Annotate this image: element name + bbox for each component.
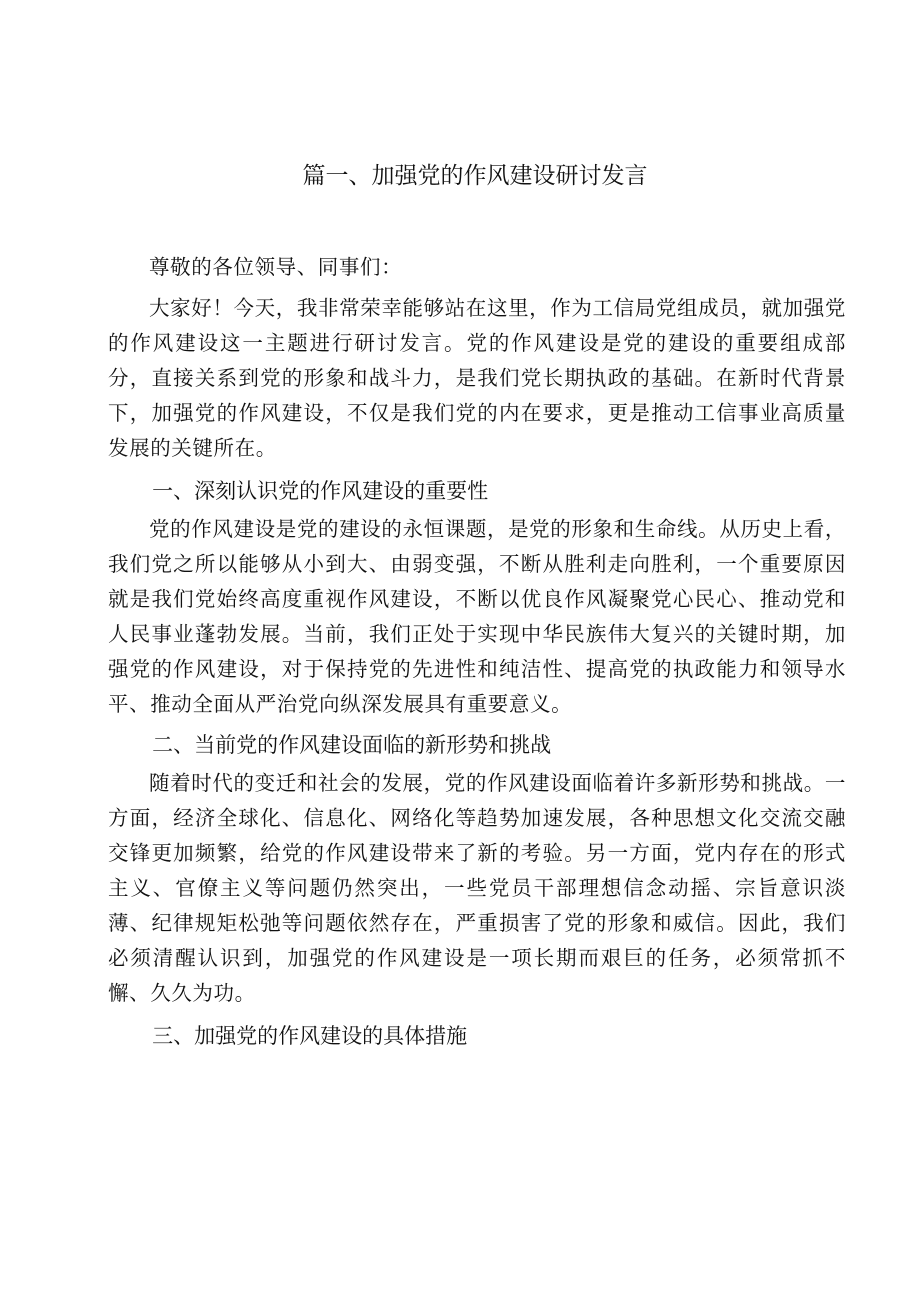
salutation: 尊敬的各位领导、同事们： xyxy=(149,255,403,279)
section-paragraph-1: 党的作风建设是党的建设的永恒课题，是党的形象和生命线。从历史上看，我们党之所以能够从小到大、由弱变强，不断从胜利走向胜利，一个重要原因就是我们党始终高度重视作风建设，不断以优良作风凝聚党心民心、推动党和人民事业蓬勃发展。当前，我们正处于实现中华民族伟大复兴的关键时期，加强党的作风建设，对于保持党的先进性和纯洁性、提高党的执政能力和领导水平、推动全面从严治党向纵深发展具有重要意义。 xyxy=(108,517,846,716)
intro-paragraph: 大家好！今天，我非常荣幸能够站在这里，作为工信局党组成员，就加强党的作风建设这一主题进行研讨发言。党的作风建设是党的建设的重要组成部分，直接关系到党的形象和战斗力，是我们党长期执政的基础。在新时代背景下，加强党的作风建设，不仅是我们党的内在要求，更是推动工信事业高质量发展的关键所在。 xyxy=(108,296,846,460)
section-heading-1: 一、深刻认识党的作风建设的重要性 xyxy=(152,479,489,503)
document-body xyxy=(108,250,846,1057)
section-paragraph-2: 随着时代的变迁和社会的发展，党的作风建设面临着许多新形势和挑战。一方面，经济全球化、信息化、网络化等趋势加速发展，各种思想文化交流交融交锋更加频繁，给党的作风建设带来了新的考验。另一方面，党内存在的形式主义、官僚主义等问题仍然突出，一些党员干部理想信念动摇、宗旨意识淡薄、纪律规矩松弛等问题依然存在，严重损害了党的形象和威信。因此，我们必须清醒认识到，加强党的作风建设是一项长期而艰巨的任务，必须常抓不懈、久久为功。 xyxy=(108,771,846,1005)
document-title: 篇一、加强党的作风建设研讨发言 xyxy=(302,163,648,189)
section-heading-2: 二、当前党的作风建设面临的新形势和挑战 xyxy=(152,733,552,757)
section-heading-3: 三、加强党的作风建设的具体措施 xyxy=(152,1024,468,1048)
